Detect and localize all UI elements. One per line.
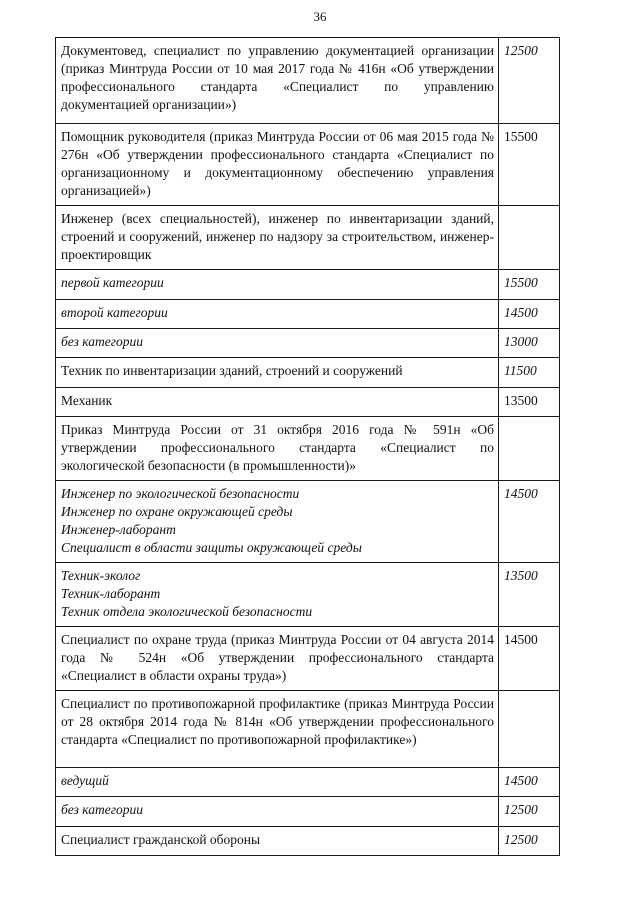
position-cell: ведущий — [56, 768, 499, 797]
position-cell: Техник по инвентаризации зданий, строений и сооружений — [56, 358, 499, 388]
salary-cell — [499, 691, 560, 768]
position-cell — [56, 563, 499, 627]
position-cell: Приказ Минтруда России от 31 октября 2016 года № 591н «Об утверждении профессионального стандарта «Специалист по экологической безопасности (в промышленности)» — [56, 417, 499, 481]
position-cell: Инженер (всех специальностей), инженер по инвентаризации зданий, строений и сооружений, инженер по надзору за строительством, инженер-проектировщик — [56, 206, 499, 270]
table-row — [56, 358, 560, 388]
position-line: Инженер-лаборант — [61, 522, 176, 537]
position-line: Специалист в области защиты окружающей среды — [61, 540, 362, 555]
salary-cell: 13500 — [499, 388, 560, 417]
salary-cell: 12500 — [499, 38, 560, 124]
salary-cell: 13000 — [499, 329, 560, 358]
table-row — [56, 270, 560, 300]
table-row — [56, 417, 560, 481]
page-number: 36 — [313, 9, 327, 24]
salary-cell — [499, 206, 560, 270]
position-cell: первой категории — [56, 270, 499, 300]
position-line: Инженер по охране окружающей среды — [61, 504, 293, 519]
position-line: Техник-лаборант — [61, 586, 161, 601]
salary-cell: 14500 — [499, 627, 560, 691]
salary-cell: 13500 — [499, 563, 560, 627]
table-row — [56, 563, 560, 627]
table-row — [56, 329, 560, 358]
table-row — [56, 124, 560, 206]
table-row — [56, 388, 560, 417]
salary-cell: 11500 — [499, 358, 560, 388]
salary-cell: 14500 — [499, 768, 560, 797]
position-cell: Помощник руководителя (приказ Минтруда России от 06 мая 2015 года № 276н «Об утверждении профессионального стандарта «Специалист по организационному и документационному обеспечению управления организацией») — [56, 124, 499, 206]
position-line: Техник-эколог — [61, 568, 141, 583]
position-cell: без категории — [56, 797, 499, 827]
position-cell: Специалист по охране труда (приказ Минтруда России от 04 августа 2014 года № 524н «Об утверждении профессионального стандарта «Специалист в области охраны труда») — [56, 627, 499, 691]
table-row — [56, 38, 560, 124]
salary-cell — [499, 417, 560, 481]
table-row — [56, 481, 560, 563]
salary-cell: 15500 — [499, 270, 560, 300]
position-cell — [56, 481, 499, 563]
table-row — [56, 300, 560, 329]
position-cell: Специалист гражданской обороны — [56, 827, 499, 856]
salary-cell: 12500 — [499, 797, 560, 827]
position-cell: Механик — [56, 388, 499, 417]
table-row — [56, 691, 560, 768]
table-row — [56, 206, 560, 270]
position-line: Техник отдела экологической безопасности — [61, 604, 313, 619]
table-row — [56, 768, 560, 797]
position-cell: Специалист по противопожарной профилактике (приказ Минтруда России от 28 октября 2014 года № 814н «Об утверждении профессионального стандарта «Специалист по противопожарной профилактике») — [56, 691, 499, 768]
position-cell: Документовед, специалист по управлению документацией организации (приказ Минтруда России от 10 мая 2017 года № 416н «Об утверждении профессионального стандарта «Специалист по управлению документацией организации») — [56, 38, 499, 124]
salary-cell: 14500 — [499, 481, 560, 563]
salary-cell: 12500 — [499, 827, 560, 856]
salary-table — [55, 37, 560, 856]
position-line: Инженер по экологической безопасности — [61, 486, 300, 501]
table-row — [56, 797, 560, 827]
position-cell: второй категории — [56, 300, 499, 329]
table-row — [56, 627, 560, 691]
salary-cell: 15500 — [499, 124, 560, 206]
table-row — [56, 827, 560, 856]
position-cell: без категории — [56, 329, 499, 358]
salary-cell: 14500 — [499, 300, 560, 329]
